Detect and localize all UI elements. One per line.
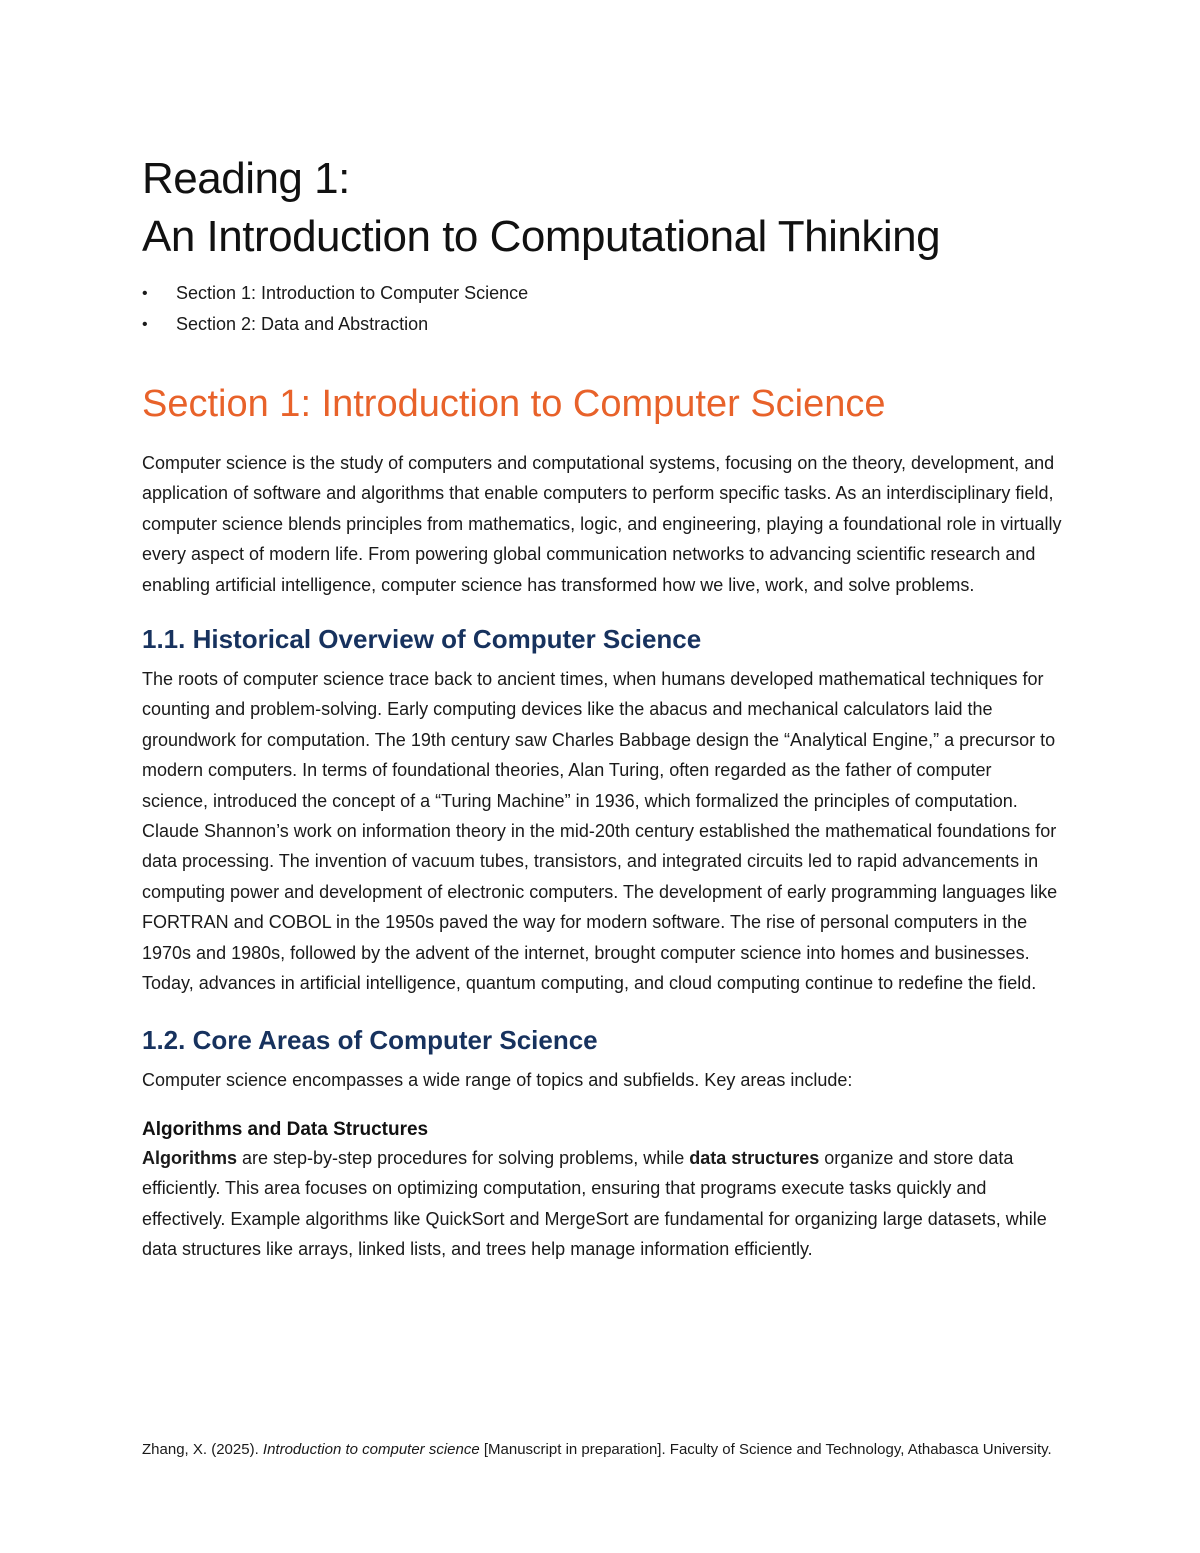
algorithms-heading: Algorithms and Data Structures xyxy=(142,1118,429,1140)
title-line-1: Reading 1: xyxy=(142,154,350,203)
term-data-structures: data structures xyxy=(689,1147,820,1168)
citation-footer xyxy=(142,1440,1082,1460)
subsection-1-1-paragraph: The roots of computer science trace back to ancient times, when humans developed mathematical techniques for counting and problem-solving. Early computing devices like the abacus and mechanical calculators laid the groundwork for computation. The 19th century saw Charles Babbage design the “Analytical Engine,” a precursor to modern computers. In terms of foundational theories, Alan Turing, often regarded as the father of computer science, introduced the concept of a “Turing Machine” in 1936, which formalized the principles of computation. Claude Shannon’s work on information theory in the mid-20th century established the mathematical foundations for data processing. The invention of vacuum tubes, transistors, and integrated circuits led to rapid advancements in computing power and development of electronic computers. The development of early programming languages like FORTRAN and COBOL in the 1950s paved the way for modern software. The rise of personal computers in the 1970s and 1980s, followed by the advent of the internet, brought computer science into homes and businesses. Today, advances in artificial intelligence, quantum computing, and cloud computing continue to redefine the field. xyxy=(142,669,1058,994)
algorithms-text-1: are step-by-step procedures for solving problems, while xyxy=(237,1147,690,1168)
citation-prefix: Zhang, X. (2025). xyxy=(142,1441,263,1458)
citation-suffix: [Manuscript in preparation]. Faculty of Science and Technology, Athabasca University. xyxy=(479,1441,1052,1458)
title-line-2: An Introduction to Computational Thinking xyxy=(142,212,941,261)
section-1-heading: Section 1: Introduction to Computer Science xyxy=(142,383,886,425)
subsection-1-2-heading: 1.2. Core Areas of Computer Science xyxy=(142,1024,598,1055)
page-title xyxy=(142,150,1062,266)
subsection-1-1-heading: 1.1. Historical Overview of Computer Science xyxy=(142,624,702,655)
table-of-contents xyxy=(142,278,1062,340)
toc-item-section-1[interactable]: • Section 1: Introduction to Computer Science xyxy=(142,278,1062,309)
algorithms-text-2: organize and store data efficiently. This area focuses on optimizing computation, ensuring that programs execute tasks quickly and effectively. Example algorithms like QuickSort and MergeSort are fundamental for organizing large datasets, while data structures like arrays, linked lists, and trees help manage information efficiently. xyxy=(142,1147,1047,1260)
algorithms-paragraph xyxy=(142,1143,1062,1265)
citation-book-title: Introduction to computer science xyxy=(262,1441,480,1458)
document-content xyxy=(142,150,1062,1265)
subsection-1-2-intro: Computer science encompasses a wide range of topics and subfields. Key areas include: xyxy=(142,1069,853,1090)
toc-item-section-2[interactable]: • Section 2: Data and Abstraction xyxy=(142,309,1062,340)
term-algorithms: Algorithms xyxy=(142,1147,238,1168)
section-1-intro-paragraph: Computer science is the study of computers and computational systems, focusing on the theory, development, and application of software and algorithms that enable computers to perform specific tasks. As an interdisciplinary field, computer science blends principles from mathematics, logic, and engineering, playing a foundational role in virtually every aspect of modern life. From powering global communication networks to advancing scientific research and enabling artificial intelligence, computer science has transformed how we live, work, and solve problems. xyxy=(142,453,1062,595)
